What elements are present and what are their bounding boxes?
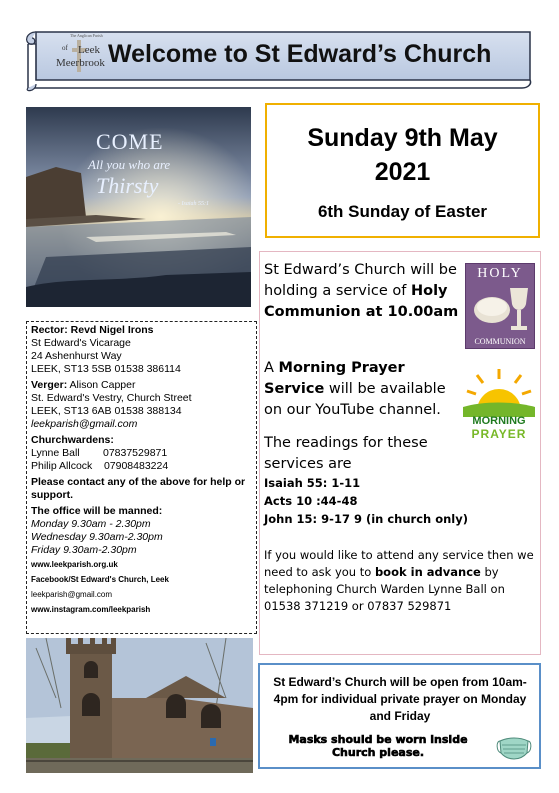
thirsty-text: Thirsty <box>96 173 159 198</box>
office-heading: The office will be manned: <box>31 505 163 517</box>
come-thirsty-photo <box>26 107 251 307</box>
rector-address-line: St Edward's Vicarage <box>31 337 131 349</box>
booking-b: by telephoning Church Warden Lynne Ball on 01538 371219 or 07837 529871 <box>264 565 505 613</box>
date-line-1: Sunday 9th May <box>307 124 498 152</box>
banner <box>22 26 537 94</box>
booking-a: If you would like to attend any service then we need to ask you to <box>264 548 534 579</box>
verger-heading <box>31 379 252 392</box>
morning-prayer-paragraph <box>264 358 468 421</box>
holy-communion-paragraph <box>264 260 464 323</box>
reading-item: Isaiah 55: 1-11 <box>264 476 361 490</box>
all-you-who-are-text: All you who are <box>88 157 171 172</box>
office-hours-line: Wednesday 9.30am-2.30pm <box>31 531 163 543</box>
logo-meerbrook-text: Meerbrook <box>56 57 105 69</box>
office-hours-line: Friday 9.30am-2.30pm <box>31 544 137 556</box>
logo-of-text: of <box>62 44 68 52</box>
sunday-of-easter: 6th Sunday of Easter <box>317 202 488 221</box>
instagram-link[interactable]: www.instagram.com/leekparish <box>31 605 151 614</box>
morning-prayer-b: will be available on our YouTube channel. <box>264 381 446 418</box>
come-text: COME <box>96 129 164 154</box>
facebook-link[interactable]: Facebook/St Edward's Church, Leek <box>31 575 169 584</box>
church-photo <box>26 638 253 773</box>
morning-prayer-image <box>463 367 535 442</box>
prayer-text: PRAYER <box>471 427 527 441</box>
website-link[interactable]: www.leekparish.org.uk <box>31 560 118 569</box>
morning-prayer-title: Morning Prayer Service <box>264 360 405 397</box>
church-building-image <box>26 638 253 773</box>
parish-logo <box>52 32 114 90</box>
readings-list <box>264 474 534 528</box>
face-mask-icon <box>496 731 532 763</box>
reading-item: John 15: 9-17 9 (in church only) <box>264 512 468 526</box>
office-hours-line: Monday 9.30am - 2.30pm <box>31 518 151 530</box>
reading-item: Acts 10 :44-48 <box>264 494 358 508</box>
holy-communion-intro: St Edward’s Church will be holding a service of <box>264 262 457 299</box>
logo-leek-text: Leek <box>78 44 100 56</box>
readings-intro: The readings for these services are <box>264 435 428 472</box>
churchwardens-heading: Churchwardens: <box>31 434 114 446</box>
morning-prayer-a: A <box>264 360 279 376</box>
service-box <box>259 251 541 655</box>
rector-address-line: 24 Ashenhurst Way <box>31 350 122 362</box>
verger-label: Verger: <box>31 379 68 391</box>
date-box <box>265 103 540 238</box>
verger-name: Alison Capper <box>67 379 136 391</box>
rector-address-line: LEEK, ST13 5SB 01538 386114 <box>31 363 181 375</box>
communion-text: COMMUNION <box>474 337 526 346</box>
verger-address-line: LEEK, ST13 6AB 01538 388134 <box>31 405 182 417</box>
opening-hours-box <box>258 663 541 769</box>
sunrise-icon <box>463 367 535 417</box>
date-year: 2021 <box>374 158 431 186</box>
contact-note: Please contact any of the above for help or support. <box>31 476 246 501</box>
morning-text: MORNING <box>472 415 526 427</box>
logo-small-text: The Anglican Parish <box>70 33 103 38</box>
email-link[interactable]: leekparish@gmail.com <box>31 590 113 599</box>
rector-heading: Rector: Revd Nigel Irons <box>31 324 154 336</box>
booking-bold: book in advance <box>374 565 481 579</box>
churchwarden-entry: Lynne Ball 07837529871 <box>31 447 168 459</box>
page-title: Welcome to St Edward’s Church <box>108 40 492 68</box>
opening-hours-text: St Edward’s Church will be open from 10am-4pm for individual private prayer on Monday and Friday <box>273 675 527 723</box>
isaiah-ref-text: - Isaiah 55:1 <box>178 201 209 207</box>
holy-text: HOLY <box>477 266 523 281</box>
contacts-box <box>26 321 257 634</box>
holy-communion-image <box>465 263 535 349</box>
churchwarden-entry: Philip Allcock 07908483224 <box>31 460 169 472</box>
verger-address-line: St. Edward's Vestry, Church Street <box>31 392 192 404</box>
masks-notice: Masks should be worn inside Church please. <box>288 733 468 759</box>
holy-communion-time: Holy Communion at 10.00am <box>264 283 459 320</box>
booking-paragraph <box>264 547 536 615</box>
verger-email[interactable]: leekparish@gmail.com <box>31 418 138 430</box>
